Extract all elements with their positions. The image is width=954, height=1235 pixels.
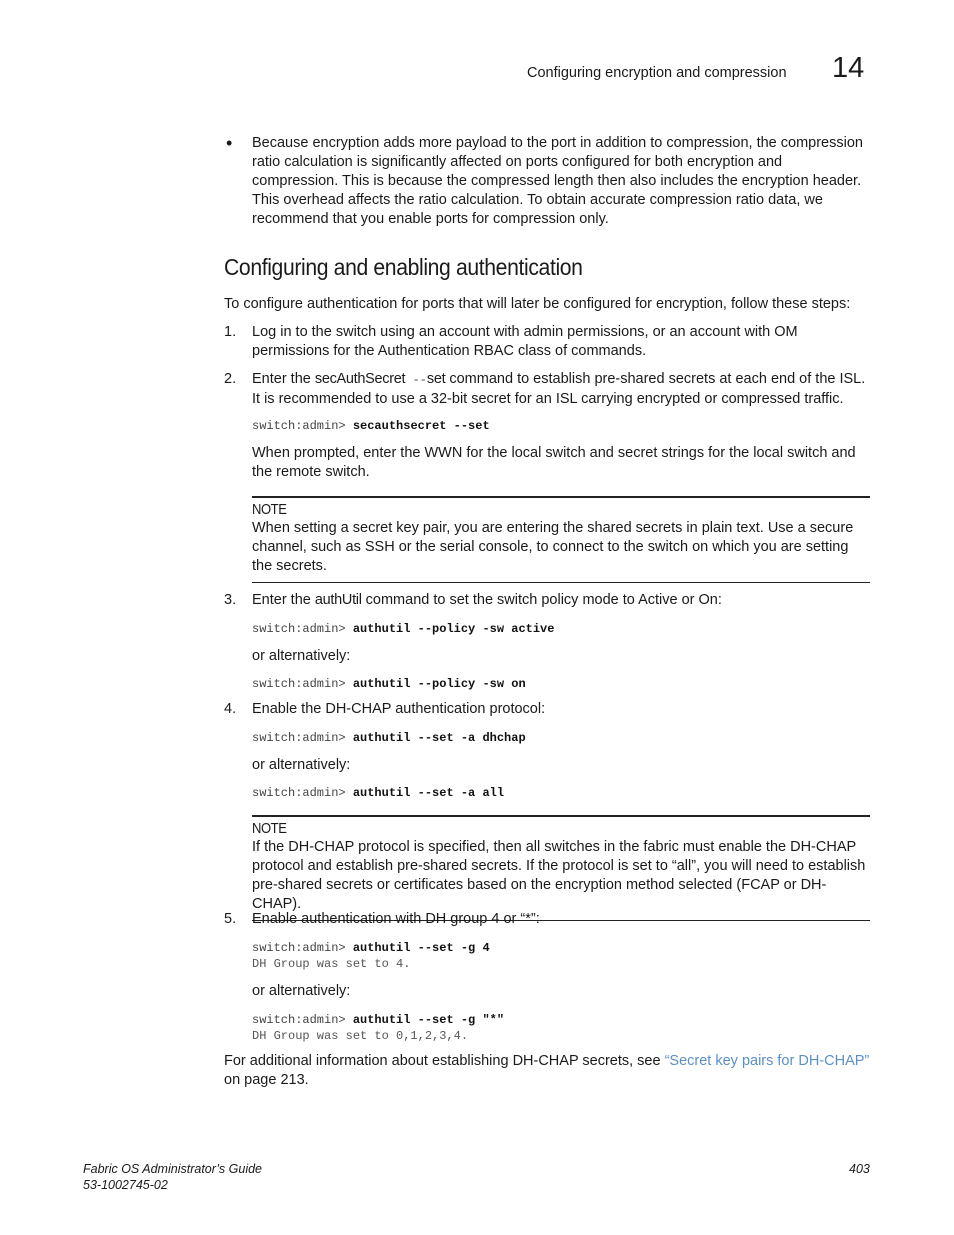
note-box	[252, 815, 870, 921]
code-prompt: switch:admin>	[252, 419, 353, 433]
cross-reference-link[interactable]: “Secret key pairs for DH-CHAP”	[664, 1053, 870, 1069]
code-output: DH Group was set to 4.	[252, 957, 411, 971]
code-prompt: switch:admin>	[252, 677, 353, 691]
code-block	[252, 621, 554, 637]
note-label: NOTE	[252, 502, 287, 518]
code-command: authutil --set -a dhchap	[352, 731, 526, 745]
bullet-text: Because encryption adds more payload to the port in addition to compression, the compression ratio calculation is significantly affected on ports configured for both encryption and compression. This is because the compressed length then also includes the encryption header. This overhead affects the ratio calculation. To obtain accurate compression ratio data, we recommend that you enable ports for compression only.	[252, 135, 863, 227]
code-block	[252, 1012, 504, 1044]
chapter-number: 14	[832, 52, 865, 84]
code-prompt: switch:admin>	[252, 622, 353, 636]
step-text-post: command to set the switch policy mode to Active or On:	[361, 592, 722, 608]
code-command: authutil --set -g "*"	[352, 1013, 505, 1027]
step-number: 2.	[224, 371, 237, 387]
note-label: NOTE	[252, 821, 287, 837]
step-number: 5.	[224, 911, 237, 927]
step-text: Enable the DH-CHAP authentication protocol:	[252, 701, 546, 717]
closing-text-post: on page 213.	[224, 1072, 309, 1088]
alternative-label: or alternatively:	[252, 648, 351, 664]
code-block	[252, 418, 490, 434]
section-heading: Configuring and enabling authentication	[224, 254, 583, 280]
code-output: DH Group was set to 0,1,2,3,4.	[252, 1029, 469, 1043]
step-text-pre: Enter the	[252, 371, 315, 387]
command-name: secAuthSecret	[314, 371, 406, 387]
code-block	[252, 730, 526, 746]
code-block	[252, 676, 526, 692]
step-text: Enable authentication with DH group 4 or “*”:	[252, 911, 540, 927]
alternative-label: or alternatively:	[252, 983, 351, 999]
chapter-title: Configuring encryption and compression	[527, 65, 787, 81]
step-text	[252, 370, 872, 409]
bullet-dot: •	[226, 133, 233, 153]
step-number: 4.	[224, 701, 237, 717]
note-text: When setting a secret key pair, you are entering the shared secrets in plain text. Use a secure channel, such as SSH or the serial console, to connect to the switch on which you are setting the secrets.	[252, 520, 854, 574]
command-option: set	[426, 371, 446, 387]
closing-paragraph	[224, 1052, 874, 1090]
step-text: Log in to the switch using an account with admin permissions, or an account with OM permissions for the Authentication RBAC class of commands.	[252, 324, 798, 359]
code-prompt: switch:admin>	[252, 786, 353, 800]
note-text: If the DH-CHAP protocol is specified, then all switches in the fabric must enable the DH-CHAP protocol and establish pre-shared secrets. If the protocol is set to “all”, you will need to establish pre-shared secrets or certificates based on the encryption method selected (FCAP or DH-CHAP).	[252, 839, 866, 912]
alternative-label: or alternatively:	[252, 757, 351, 773]
code-block	[252, 940, 490, 972]
section-intro: To configure authentication for ports that will later be configured for encryption, follow these steps:	[224, 296, 851, 312]
code-prompt: switch:admin>	[252, 1013, 353, 1027]
code-command: authutil --set -g 4	[352, 941, 490, 955]
step-followup: When prompted, enter the WWN for the local switch and secret strings for the local switch and the remote switch.	[252, 445, 856, 480]
code-block	[252, 785, 504, 801]
step-text-post: command to establish pre-shared secrets at each end of the ISL. It is recommended to use a 32-bit secret for an ISL carrying encrypted or compressed traffic.	[252, 371, 866, 407]
code-command: authutil --policy -sw active	[352, 622, 555, 636]
step-text-pre: Enter the	[252, 592, 315, 608]
step-text	[252, 591, 872, 610]
code-prompt: switch:admin>	[252, 941, 353, 955]
footer-guide-title: Fabric OS Administrator’s Guide	[83, 1162, 262, 1176]
footer-doc-number: 53-1002745-02	[83, 1178, 168, 1192]
command-name: authUtil	[314, 592, 362, 608]
step-number: 1.	[224, 324, 237, 340]
code-prompt: switch:admin>	[252, 731, 353, 745]
code-command: authutil --set -a all	[352, 786, 505, 800]
note-box	[252, 496, 870, 583]
code-command: secauthsecret --set	[352, 419, 490, 433]
code-command: authutil --policy -sw on	[352, 677, 526, 691]
footer-page-number: 403	[849, 1162, 870, 1176]
command-option-dashes: --	[405, 373, 427, 387]
step-number: 3.	[224, 592, 237, 608]
closing-text-pre: For additional information about establishing DH-CHAP secrets, see	[224, 1053, 665, 1069]
